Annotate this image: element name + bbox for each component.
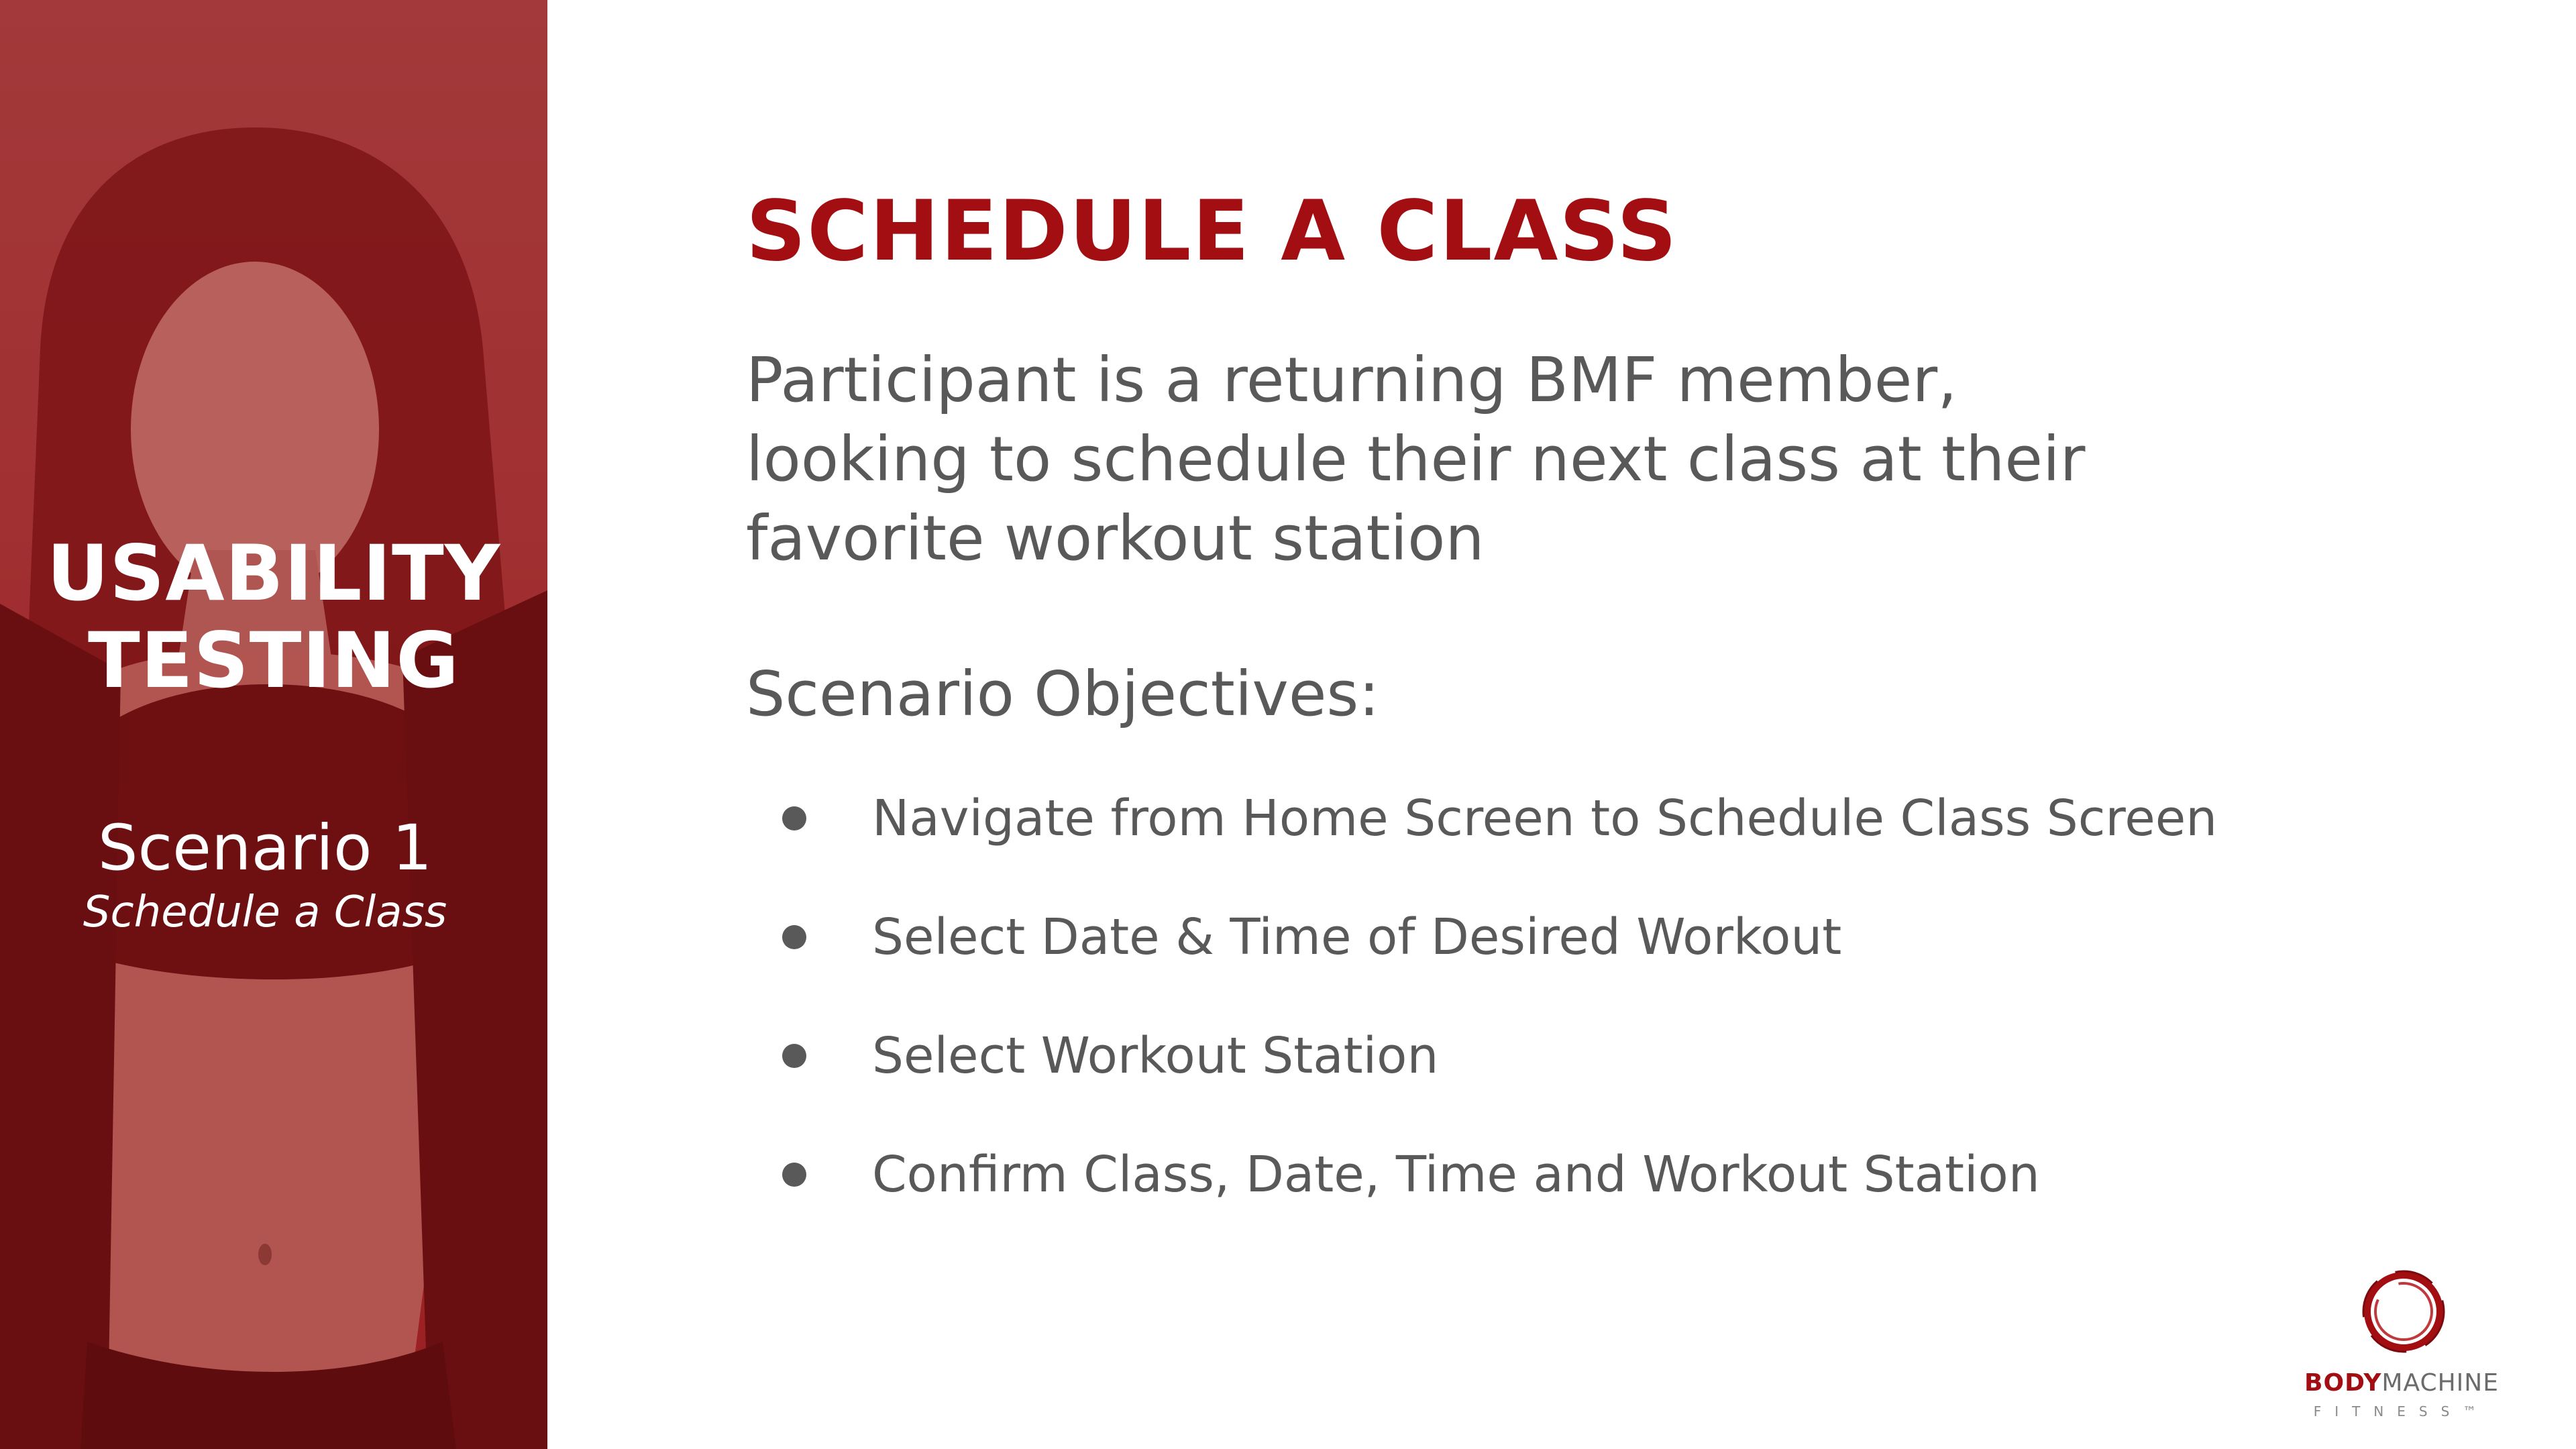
objective-text: Select Date & Time of Desired Workout: [872, 908, 1842, 966]
bullet-icon: [782, 1163, 806, 1187]
athlete-photo: [0, 0, 547, 1449]
bullet-icon: [782, 925, 806, 949]
description-line: looking to schedule their next class at their: [746, 423, 2086, 495]
objective-text: Select Workout Station: [872, 1027, 1439, 1085]
logo-word-regular: MACHINE: [2381, 1369, 2499, 1397]
panel-title-line: TESTING: [88, 616, 460, 705]
sidebar-panel: [0, 0, 547, 1449]
panel-title: [0, 530, 547, 704]
ring-logo-icon: [2360, 1268, 2447, 1355]
bullet-icon: [782, 1044, 806, 1068]
scenario-name: Schedule a Class: [83, 888, 447, 937]
logo-wordmark: [2277, 1368, 2526, 1398]
bullet-icon: [782, 806, 806, 830]
objective-text: Navigate from Home Screen to Schedule Class Screen: [872, 790, 2218, 847]
scenario-number: Scenario 1: [97, 812, 433, 885]
logo-word-bold: BODY: [2304, 1369, 2382, 1397]
brand-logo: [2277, 1268, 2526, 1429]
page-title: SCHEDULE A CLASS: [746, 183, 1678, 280]
scenario-description: [746, 341, 2356, 578]
objectives-heading: Scenario Objectives:: [746, 658, 1380, 730]
description-line: favorite workout station: [746, 502, 1485, 574]
logo-subtext: FITNESS™: [2313, 1403, 2490, 1419]
panel-title-line: USABILITY: [46, 529, 501, 618]
description-line: Participant is a returning BMF member,: [746, 344, 1957, 416]
objective-text: Confirm Class, Date, Time and Workout Station: [872, 1146, 2040, 1203]
